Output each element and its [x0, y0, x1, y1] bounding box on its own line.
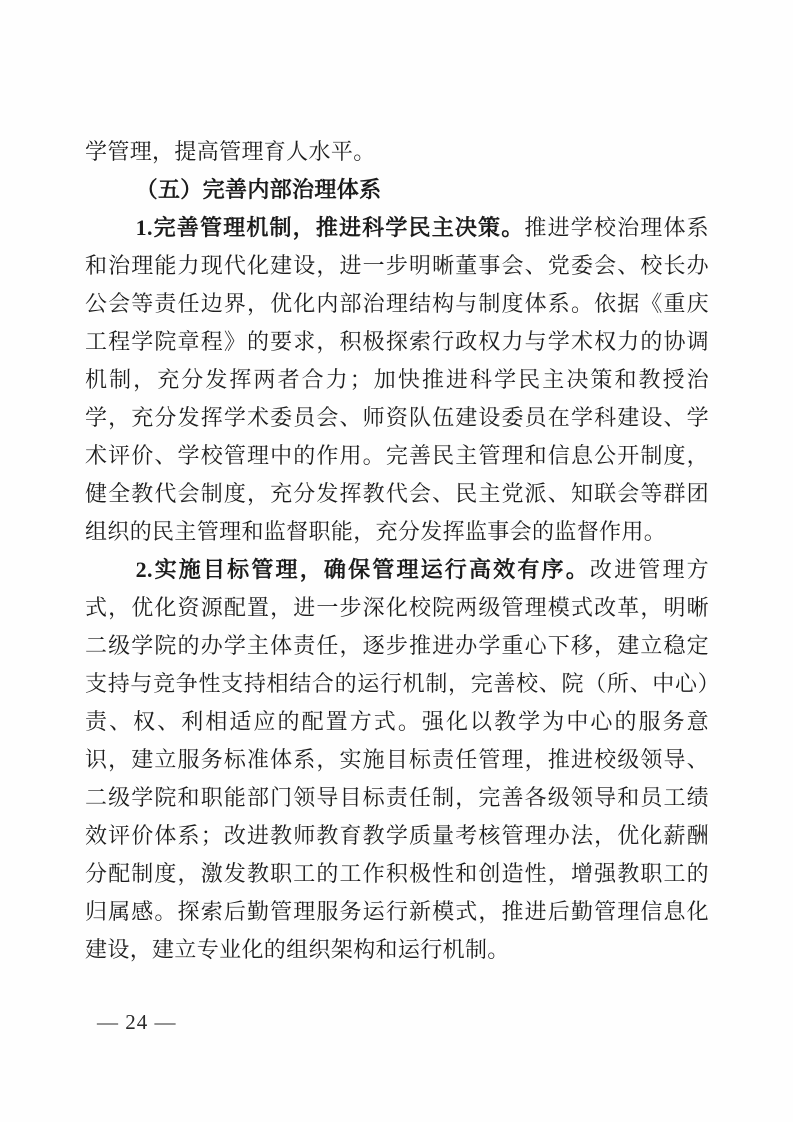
- paragraph-continuation-text: 学管理，提高管理育人水平。: [85, 139, 376, 164]
- paragraph-continuation: [85, 133, 709, 171]
- page-number: — 24 —: [97, 1010, 177, 1034]
- paragraph-1: [85, 209, 709, 551]
- paragraph-2-lead: 2.实施目标管理，确保管理运行高效有序。: [135, 557, 590, 582]
- paragraph-2: [85, 551, 709, 969]
- paragraph-2-body: 改进管理方式，优化资源配置，进一步深化校院两级管理模式改革，明晰二级学院的办学主体责任，逐步推进办学重心下移，建立稳定支持与竞争性支持相结合的运行机制，完善校、院（所、中心）责、权、利相适应的配置方式。强化以教学为中心的服务意识，建立服务标准体系，实施目标责任管理，推进校级领导、二级学院和职能部门领导目标责任制，完善各级领导和员工绩效评价体系；改进教师教育教学质量考核管理办法，优化薪酬分配制度，激发教职工的工作积极性和创造性，增强教职工的归属感。探索后勤管理服务运行新模式，推进后勤管理信息化建设，建立专业化的组织架构和运行机制。: [85, 557, 709, 962]
- paragraph-1-lead: 1.完善管理机制，推进科学民主决策。: [135, 215, 525, 240]
- section-heading: （五）完善内部治理体系: [135, 177, 382, 202]
- document-body: [85, 133, 709, 969]
- paragraph-1-body: 推进学校治理体系和治理能力现代化建设，进一步明晰董事会、党委会、校长办公会等责任边界，优化内部治理结构与制度体系。依据《重庆工程学院章程》的要求，积极探索行政权力与学术权力的协调机制，充分发挥两者合力；加快推进科学民主决策和教授治学，充分发挥学术委员会、师资队伍建设委员在学科建设、学术评价、学校管理中的作用。完善民主管理和信息公开制度，健全教代会制度，充分发挥教代会、民主党派、知联会等群团组织的民主管理和监督职能，充分发挥监事会的监督作用。: [85, 215, 709, 544]
